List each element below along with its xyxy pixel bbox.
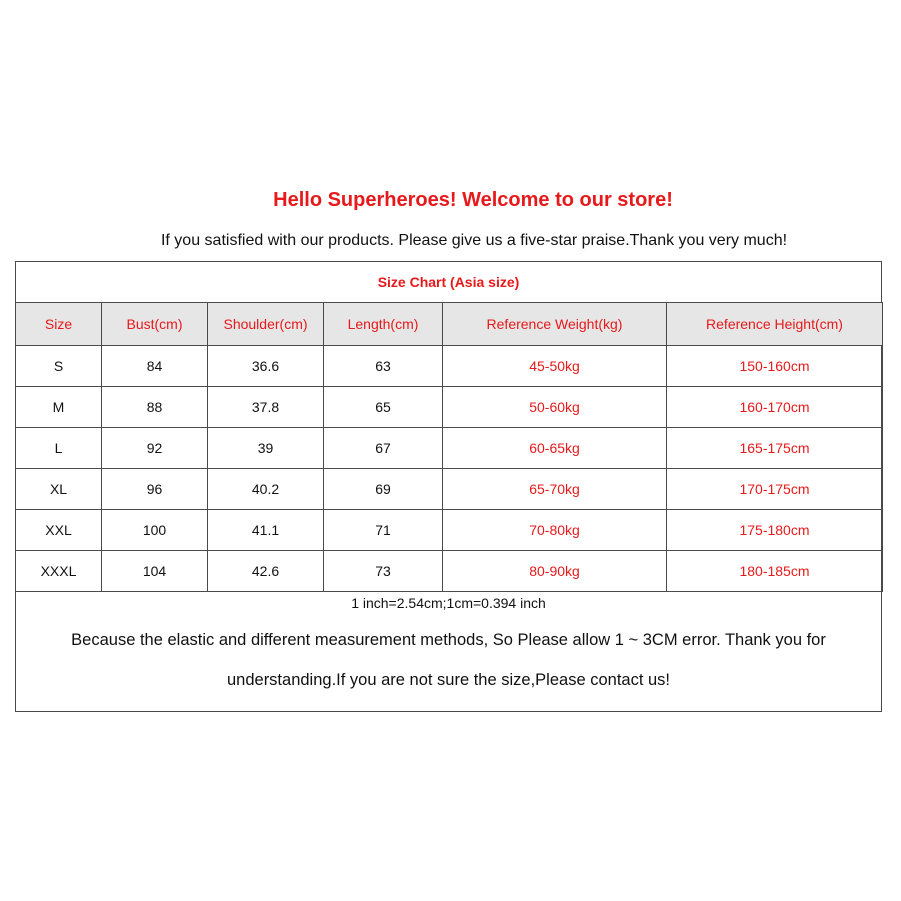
shoulder-cell: 41.1: [208, 510, 324, 551]
weight-cell: 65-70kg: [443, 469, 667, 510]
table-row: [16, 510, 883, 551]
column-header-bust: Bust(cm): [102, 303, 208, 346]
weight-cell: 60-65kg: [443, 428, 667, 469]
size-notes: [16, 592, 881, 700]
length-cell: 65: [324, 387, 443, 428]
bust-cell: 88: [102, 387, 208, 428]
size-cell: XL: [16, 469, 102, 510]
shoulder-cell: 42.6: [208, 551, 324, 592]
shoulder-cell: 40.2: [208, 469, 324, 510]
size-cell: S: [16, 346, 102, 387]
column-header-height: Reference Height(cm): [667, 303, 883, 346]
table-row: [16, 551, 883, 592]
shoulder-cell: 39: [208, 428, 324, 469]
height-cell: 150-160cm: [667, 346, 883, 387]
height-cell: 160-170cm: [667, 387, 883, 428]
column-header-shoulder: Shoulder(cm): [208, 303, 324, 346]
weight-cell: 70-80kg: [443, 510, 667, 551]
store-headline: Hello Superheroes! Welcome to our store!: [273, 189, 673, 211]
length-cell: 69: [324, 469, 443, 510]
size-cell: L: [16, 428, 102, 469]
size-chart: [15, 261, 882, 712]
length-cell: 73: [324, 551, 443, 592]
weight-cell: 50-60kg: [443, 387, 667, 428]
length-cell: 71: [324, 510, 443, 551]
bust-cell: 96: [102, 469, 208, 510]
column-header-length: Length(cm): [324, 303, 443, 346]
unit-conversion-note: 1 inch=2.54cm;1cm=0.394 inch: [351, 595, 546, 611]
table-row: [16, 469, 883, 510]
shoulder-cell: 36.6: [208, 346, 324, 387]
length-cell: 67: [324, 428, 443, 469]
size-table: [15, 302, 883, 592]
bust-cell: 100: [102, 510, 208, 551]
size-cell: M: [16, 387, 102, 428]
table-row: [16, 346, 883, 387]
column-header-weight: Reference Weight(kg): [443, 303, 667, 346]
size-cell: XXL: [16, 510, 102, 551]
column-header-size: Size: [16, 303, 102, 346]
length-cell: 63: [324, 346, 443, 387]
bust-cell: 84: [102, 346, 208, 387]
height-cell: 170-175cm: [667, 469, 883, 510]
height-cell: 165-175cm: [667, 428, 883, 469]
shoulder-cell: 37.8: [208, 387, 324, 428]
height-cell: 175-180cm: [667, 510, 883, 551]
height-cell: 180-185cm: [667, 551, 883, 592]
size-cell: XXXL: [16, 551, 102, 592]
bust-cell: 104: [102, 551, 208, 592]
size-chart-title: Size Chart (Asia size): [16, 262, 881, 303]
measurement-disclaimer: Because the elastic and different measurement methods, So Please allow 1 ~ 3CM error. Thank you for understanding.If you are not sure the size,Please contact us!: [71, 631, 826, 689]
bust-cell: 92: [102, 428, 208, 469]
table-row: [16, 387, 883, 428]
weight-cell: 80-90kg: [443, 551, 667, 592]
praise-request: If you satisfied with our products. Please give us a five-star praise.Thank you very much!: [160, 232, 788, 249]
table-header-row: [16, 303, 883, 346]
table-row: [16, 428, 883, 469]
weight-cell: 45-50kg: [443, 346, 667, 387]
